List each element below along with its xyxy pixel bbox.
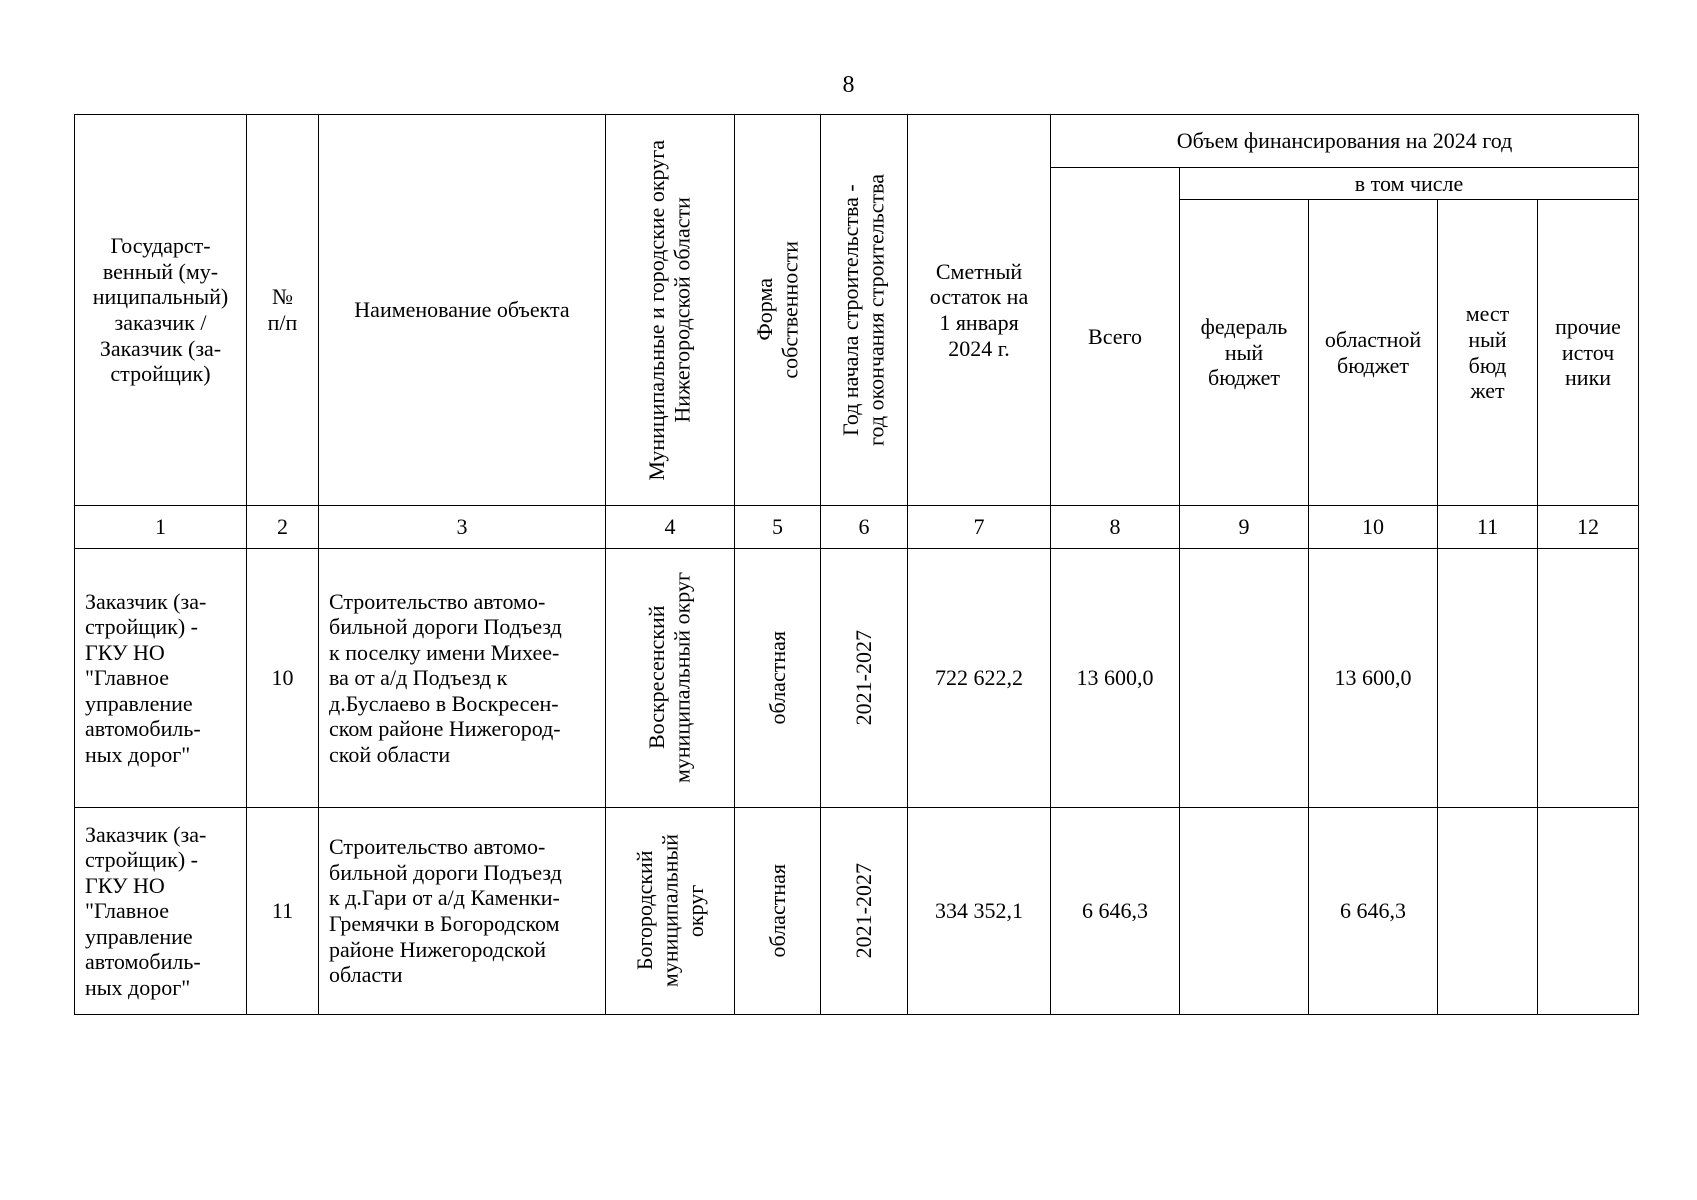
financing-table	[74, 114, 1639, 1015]
page-number: 8	[842, 72, 855, 98]
header-estimate: Сметный остаток на 1 января 2024 г.	[908, 115, 1051, 506]
header-ownership: Форма собственности	[735, 115, 821, 506]
row-other	[1538, 549, 1639, 808]
row-years: 2021-2027	[821, 808, 908, 1015]
table-row	[75, 549, 1639, 808]
row-local	[1438, 549, 1538, 808]
row-municipal: Богородский муниципальный округ	[606, 808, 735, 1015]
table-row	[75, 808, 1639, 1015]
header-years: Год начала строительства - год окончания строительства	[821, 115, 908, 506]
column-number: 12	[1538, 506, 1639, 549]
header-including: в том числе	[1180, 168, 1639, 200]
header-total: Всего	[1051, 168, 1180, 506]
row-local	[1438, 808, 1538, 1015]
column-number: 6	[821, 506, 908, 549]
header-customer: Государст- венный (му- ниципальный) заказчик / Заказчик (за- стройщик)	[75, 115, 247, 506]
row-other	[1538, 808, 1639, 1015]
column-number: 4	[606, 506, 735, 549]
column-number: 8	[1051, 506, 1180, 549]
column-number: 2	[247, 506, 319, 549]
header-funding-volume: Объем финансирования на 2024 год	[1051, 115, 1639, 168]
row-estimate: 722 622,2	[908, 549, 1051, 808]
row-regional: 6 646,3	[1309, 808, 1438, 1015]
column-number: 1	[75, 506, 247, 549]
header-object-name: Наименование объекта	[319, 115, 606, 506]
row-customer: Заказчик (за- стройщик) - ГКУ НО "Главное управление автомобиль- ных дорог"	[75, 549, 247, 808]
row-federal	[1180, 549, 1309, 808]
header-federal: федераль ный бюджет	[1180, 200, 1309, 506]
header-other: прочие источ ники	[1538, 200, 1639, 506]
column-number: 10	[1309, 506, 1438, 549]
row-ownership: областная	[735, 808, 821, 1015]
row-years: 2021-2027	[821, 549, 908, 808]
column-numbers-row	[75, 506, 1639, 549]
row-object-name: Строительство автомо- бильной дороги Подъезд к поселку имени Михее- ва от а/д Подъезд к д.Буслаево в Воскресен- ском районе Нижегород- ской области	[319, 549, 606, 808]
row-total: 13 600,0	[1051, 549, 1180, 808]
header-municipal: Муниципальные и городские округа Нижегородской области	[606, 115, 735, 506]
row-total: 6 646,3	[1051, 808, 1180, 1015]
row-ownership: областная	[735, 549, 821, 808]
column-number: 11	[1438, 506, 1538, 549]
column-number: 9	[1180, 506, 1309, 549]
column-number: 7	[908, 506, 1051, 549]
header-local: мест ный бюд жет	[1438, 200, 1538, 506]
row-federal	[1180, 808, 1309, 1015]
row-num: 10	[247, 549, 319, 808]
header-regional: областной бюджет	[1309, 200, 1438, 506]
row-object-name: Строительство автомо- бильной дороги Подъезд к д.Гари от а/д Каменки- Гремячки в Богородском районе Нижегородской области	[319, 808, 606, 1015]
row-regional: 13 600,0	[1309, 549, 1438, 808]
header-num: № п/п	[247, 115, 319, 506]
column-number: 5	[735, 506, 821, 549]
column-number: 3	[319, 506, 606, 549]
row-estimate: 334 352,1	[908, 808, 1051, 1015]
row-municipal: Воскресенский муниципальный округ	[606, 549, 735, 808]
row-num: 11	[247, 808, 319, 1015]
row-customer: Заказчик (за- стройщик) - ГКУ НО "Главное управление автомобиль- ных дорог"	[75, 808, 247, 1015]
